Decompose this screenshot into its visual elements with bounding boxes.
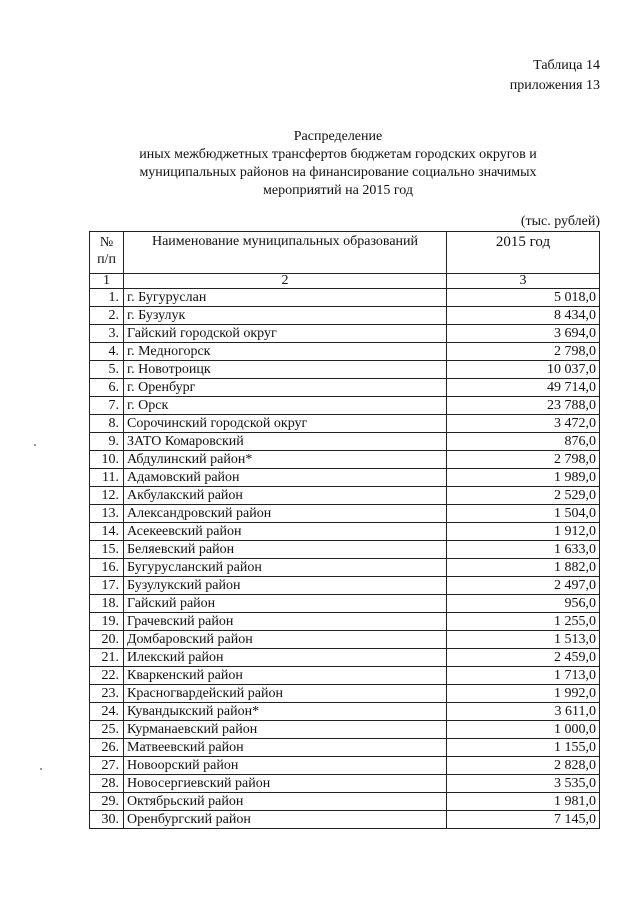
- row-number: 14.: [90, 523, 124, 541]
- table-row: [90, 397, 600, 415]
- amount-value: 876,0: [447, 433, 600, 451]
- amount-value: 1 504,0: [447, 505, 600, 523]
- municipality-name: Оренбургский район: [124, 811, 447, 829]
- amount-value: 1 713,0: [447, 667, 600, 685]
- scan-speck: [34, 444, 36, 446]
- municipality-name: г. Бугуруслан: [124, 289, 447, 307]
- table-row: [90, 325, 600, 343]
- amount-value: 2 828,0: [447, 757, 600, 775]
- municipality-name: г. Новотроицк: [124, 361, 447, 379]
- document-title: [88, 128, 588, 200]
- table-row: [90, 307, 600, 325]
- municipality-name: Новоорский район: [124, 757, 447, 775]
- table-row: [90, 451, 600, 469]
- municipality-name: г. Бузулук: [124, 307, 447, 325]
- title-line-4: мероприятий на 2015 год: [263, 183, 413, 198]
- amount-value: 23 788,0: [447, 397, 600, 415]
- table-row: [90, 631, 600, 649]
- column-index-row: [90, 274, 600, 289]
- amount-value: 1 000,0: [447, 721, 600, 739]
- municipality-name: Асекеевский район: [124, 523, 447, 541]
- table-row: [90, 289, 600, 307]
- row-number: 10.: [90, 451, 124, 469]
- row-number: 27.: [90, 757, 124, 775]
- title-line-2: иных межбюджетных трансфертов бюджетам городских округов и: [139, 147, 537, 162]
- municipality-name: Адамовский район: [124, 469, 447, 487]
- row-number: 26.: [90, 739, 124, 757]
- municipality-name: ЗАТО Комаровский: [124, 433, 447, 451]
- municipality-name: г. Медногорск: [124, 343, 447, 361]
- municipality-name: Акбулакский район: [124, 487, 447, 505]
- document-header: [510, 56, 600, 96]
- amount-value: 1 255,0: [447, 613, 600, 631]
- row-number: 7.: [90, 397, 124, 415]
- title-line-1: Распределение: [293, 129, 383, 144]
- amount-value: 956,0: [447, 595, 600, 613]
- row-number: 19.: [90, 613, 124, 631]
- column-index-cell: 1: [90, 274, 124, 289]
- table-row: [90, 775, 600, 793]
- municipality-name: Илекский район: [124, 649, 447, 667]
- row-number: 29.: [90, 793, 124, 811]
- table-row: [90, 505, 600, 523]
- municipality-name: Абдулинский район*: [124, 451, 447, 469]
- amount-value: 1 882,0: [447, 559, 600, 577]
- municipality-name: Беляевский район: [124, 541, 447, 559]
- row-number: 17.: [90, 577, 124, 595]
- appendix-label: приложения 13: [509, 78, 600, 93]
- row-number: 15.: [90, 541, 124, 559]
- table-row: [90, 667, 600, 685]
- municipality-name: Матвеевский район: [124, 739, 447, 757]
- amount-value: 8 434,0: [447, 307, 600, 325]
- amount-value: 1 513,0: [447, 631, 600, 649]
- table-row: [90, 415, 600, 433]
- amount-value: 3 472,0: [447, 415, 600, 433]
- municipality-name: Бугурусланский район: [124, 559, 447, 577]
- table-body: [90, 289, 600, 829]
- table-row: [90, 703, 600, 721]
- title-line-3: муниципальных районов на финансирование социально значимых: [139, 165, 537, 180]
- table-row: [90, 721, 600, 739]
- municipality-name: Октябрьский район: [124, 793, 447, 811]
- table-row: [90, 343, 600, 361]
- amount-value: 3 611,0: [447, 703, 600, 721]
- amount-value: 10 037,0: [447, 361, 600, 379]
- table-row: [90, 487, 600, 505]
- row-number: 6.: [90, 379, 124, 397]
- amount-value: 2 798,0: [447, 343, 600, 361]
- table-row: [90, 595, 600, 613]
- table-row: [90, 613, 600, 631]
- row-number: 24.: [90, 703, 124, 721]
- row-number: 4.: [90, 343, 124, 361]
- table-row: [90, 523, 600, 541]
- row-number: 21.: [90, 649, 124, 667]
- row-number: 18.: [90, 595, 124, 613]
- table-row: [90, 379, 600, 397]
- municipality-name: Красногвардейский район: [124, 685, 447, 703]
- amount-value: 1 989,0: [447, 469, 600, 487]
- header-number: № п/п: [90, 232, 124, 274]
- row-number: 20.: [90, 631, 124, 649]
- row-number: 1.: [90, 289, 124, 307]
- table-row: [90, 433, 600, 451]
- municipality-name: г. Оренбург: [124, 379, 447, 397]
- table-row: [90, 793, 600, 811]
- units-note: (тыс. рублей): [520, 214, 600, 229]
- amount-value: 5 018,0: [447, 289, 600, 307]
- column-index-cell: 3: [447, 274, 600, 289]
- amount-value: 1 981,0: [447, 793, 600, 811]
- row-number: 16.: [90, 559, 124, 577]
- table-row: [90, 739, 600, 757]
- row-number: 25.: [90, 721, 124, 739]
- amount-value: 1 912,0: [447, 523, 600, 541]
- header-name: Наименование муниципальных образований: [124, 232, 447, 274]
- table-row: [90, 685, 600, 703]
- row-number: 8.: [90, 415, 124, 433]
- table-row: [90, 649, 600, 667]
- amount-value: 2 798,0: [447, 451, 600, 469]
- table-row: [90, 811, 600, 829]
- row-number: 13.: [90, 505, 124, 523]
- amount-value: 3 535,0: [447, 775, 600, 793]
- amount-value: 2 459,0: [447, 649, 600, 667]
- row-number: 9.: [90, 433, 124, 451]
- table-row: [90, 577, 600, 595]
- header-year: 2015 год: [447, 232, 600, 274]
- amount-value: 49 714,0: [447, 379, 600, 397]
- table-row: [90, 469, 600, 487]
- row-number: 23.: [90, 685, 124, 703]
- row-number: 5.: [90, 361, 124, 379]
- amount-value: 1 633,0: [447, 541, 600, 559]
- municipality-name: Кваркенский район: [124, 667, 447, 685]
- row-number: 12.: [90, 487, 124, 505]
- municipality-name: г. Орск: [124, 397, 447, 415]
- table-header-row: [90, 232, 600, 274]
- municipality-name: Кувандыкский район*: [124, 703, 447, 721]
- table-row: [90, 541, 600, 559]
- municipality-name: Новосергиевский район: [124, 775, 447, 793]
- municipality-name: Александровский район: [124, 505, 447, 523]
- municipality-name: Курманаевский район: [124, 721, 447, 739]
- column-index-cell: 2: [124, 274, 447, 289]
- table-row: [90, 361, 600, 379]
- row-number: 11.: [90, 469, 124, 487]
- row-number: 2.: [90, 307, 124, 325]
- amount-value: 7 145,0: [447, 811, 600, 829]
- table-label: Таблица 14: [533, 58, 600, 73]
- municipality-name: Гайский городской округ: [124, 325, 447, 343]
- row-number: 3.: [90, 325, 124, 343]
- amount-value: 2 497,0: [447, 577, 600, 595]
- municipality-name: Домбаровский район: [124, 631, 447, 649]
- municipality-name: Гайский район: [124, 595, 447, 613]
- amount-value: 1 992,0: [447, 685, 600, 703]
- amount-value: 1 155,0: [447, 739, 600, 757]
- amount-value: 2 529,0: [447, 487, 600, 505]
- scan-speck: [40, 768, 42, 770]
- table-row: [90, 757, 600, 775]
- row-number: 28.: [90, 775, 124, 793]
- amount-value: 3 694,0: [447, 325, 600, 343]
- distribution-table: [89, 231, 600, 829]
- row-number: 22.: [90, 667, 124, 685]
- row-number: 30.: [90, 811, 124, 829]
- municipality-name: Грачевский район: [124, 613, 447, 631]
- municipality-name: Бузулукский район: [124, 577, 447, 595]
- municipality-name: Сорочинский городской округ: [124, 415, 447, 433]
- table-row: [90, 559, 600, 577]
